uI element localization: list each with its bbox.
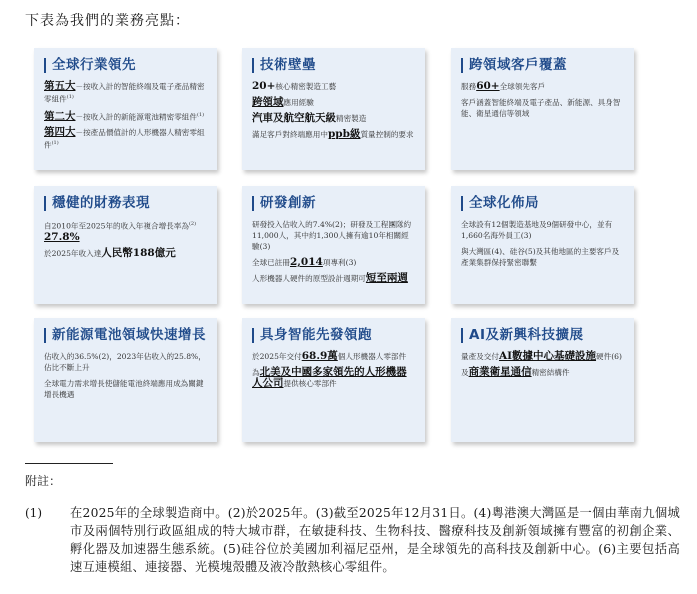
card-item xyxy=(44,110,207,123)
card-body xyxy=(252,351,415,389)
item-text: 客戶涵蓋智能終端及電子產品、新能源、具身智能、衛星通信等領域 xyxy=(461,98,621,118)
card-body xyxy=(252,81,415,140)
footnote-ref: (2) xyxy=(188,221,197,227)
highlight-text: 汽車及航空航天級 xyxy=(252,112,336,124)
card-body xyxy=(461,351,624,378)
card-item xyxy=(461,367,624,378)
footnote-ref: (1) xyxy=(197,111,205,118)
page-title: 下表為我們的業務亮點： xyxy=(25,13,190,29)
card-item xyxy=(44,81,207,105)
card-item xyxy=(461,246,624,268)
card-item xyxy=(44,351,207,373)
card-item xyxy=(44,219,207,243)
card-cross-domain-customers xyxy=(451,48,634,170)
highlight-text: 第四大 xyxy=(44,126,76,139)
highlight-text: 27.8% xyxy=(44,230,80,243)
card-body xyxy=(461,81,624,119)
highlight-text: 商業衛星通信 xyxy=(468,366,532,378)
card-item xyxy=(252,367,415,389)
item-prefix: 服務 xyxy=(461,82,477,91)
footnote-divider xyxy=(25,463,113,464)
card-global-layout xyxy=(451,186,634,304)
item-text: －按收入計的新能源電池精密零組件 xyxy=(75,112,197,122)
card-financial-performance xyxy=(34,186,217,304)
item-text: 自2010年至2025年的收入年複合增長率為 xyxy=(44,221,189,231)
item-text: 應用經驗 xyxy=(283,98,314,107)
highlight-text: 北美及中國多家領先的人形機器人公司 xyxy=(252,366,407,389)
card-title: 技術壁壘 xyxy=(252,58,415,73)
item-prefix: 人形機器人硬件的原型設計週期可 xyxy=(252,274,366,283)
card-item xyxy=(44,378,207,400)
card-item xyxy=(252,273,415,284)
card-item xyxy=(461,81,624,92)
item-prefix: 為 xyxy=(252,368,260,377)
item-text: 核心精密製造工藝 xyxy=(275,82,337,91)
card-item xyxy=(44,127,207,151)
highlight-text: 跨領域 xyxy=(252,96,284,108)
item-prefix: 於2025年收入達 xyxy=(44,248,102,258)
card-body xyxy=(252,219,415,284)
card-title: 新能源電池領域快速增長 xyxy=(44,328,207,343)
card-title: 全球行業領先 xyxy=(44,58,207,73)
highlight-text: 20+ xyxy=(252,80,276,92)
footnote-number: (1) xyxy=(25,506,42,520)
footnote-ref: (1) xyxy=(66,94,74,100)
footnote-ref: (1) xyxy=(51,140,59,147)
item-text: 全球設有12個製造基地及9個研發中心，並有1,660名海外員工(3) xyxy=(461,220,613,240)
card-body xyxy=(44,219,207,259)
card-title: 穩健的財務表現 xyxy=(44,196,207,211)
item-text: 研發投入佔收入的7.4%(2)；研發及工程團隊約11,000人，其中約1,300人擁有逾10年相關經驗(3) xyxy=(252,220,412,251)
card-technology-barrier xyxy=(242,48,425,170)
card-item xyxy=(252,257,415,268)
card-item xyxy=(252,97,415,108)
item-text: 提供核心零部件 xyxy=(283,379,337,388)
card-item xyxy=(461,97,624,119)
highlight-text: AI數據中心基礎設施 xyxy=(498,350,597,362)
card-item xyxy=(252,81,415,92)
card-rnd-innovation xyxy=(242,186,425,304)
highlight-text: 第五大 xyxy=(44,80,76,92)
highlight-text: 60+ xyxy=(476,80,500,92)
card-title: 研發創新 xyxy=(252,196,415,211)
footnote-text: 在2025年的全球製造商中。(2)於2025年。(3)截至2025年12月31日。(4)粵港澳大灣區是一個由華南九個城市及兩個特別行政區組成的特大城市群，在敏捷科技、生物科技、醫療科技及創新領域擁有豐富的初創企業、孵化器及加速器生態系統。(5)硅谷位於美國加利福尼亞州，是全球領先的高科技及創新中心。(6)主要包括高速互連模組、連接器、光模塊殼體及液冷散熱核心零組件。 xyxy=(70,506,680,574)
card-title: 跨領域客戶覆蓋 xyxy=(461,58,624,73)
item-prefix: 於2025年交付 xyxy=(252,352,302,361)
item-prefix: 量產及交付 xyxy=(461,352,499,361)
card-item xyxy=(252,113,415,124)
card-item xyxy=(252,129,415,140)
card-item xyxy=(252,351,415,362)
card-title: 全球化佈局 xyxy=(461,196,624,211)
item-text: 與大灣區(4)、硅谷(5)及其他地區的主要客戶及產業集群保持緊密聯繫 xyxy=(461,247,620,267)
item-text: －按收入計的智能終端及電子產品精密零組件 xyxy=(44,82,205,104)
item-text: 全球電力需求增長使儲能電池終端應用成為關鍵增長機遇 xyxy=(44,379,204,399)
card-title: AI及新興科技擴展 xyxy=(461,328,624,343)
item-text: 質量控制的要求 xyxy=(360,130,414,139)
highlight-text: 2,014 xyxy=(289,256,323,268)
highlight-text: ppb級 xyxy=(327,128,361,140)
item-prefix: 滿足客戶對終端應用中 xyxy=(252,130,328,139)
card-item xyxy=(252,219,415,252)
card-body xyxy=(44,351,207,400)
item-text: 佔收入的36.5%(2)，2023年佔收入的25.8%，佔比不斷上升 xyxy=(44,352,206,372)
item-prefix: 全球已註冊 xyxy=(252,258,290,267)
item-text: 精密結構件 xyxy=(531,368,570,377)
card-embodied-intelligence xyxy=(242,318,425,442)
highlight-text: 人民幣188億元 xyxy=(101,246,176,259)
highlight-text: 第二大 xyxy=(44,110,76,123)
item-text: 全球領先客戶 xyxy=(499,82,546,91)
item-prefix: 及 xyxy=(461,368,469,377)
card-body xyxy=(44,81,207,151)
highlight-text: 68.9萬 xyxy=(301,350,338,362)
card-ai-emerging-tech xyxy=(451,318,634,442)
card-body xyxy=(461,219,624,268)
item-text: －按產品價值計的人形機器人精密零組件 xyxy=(44,128,205,150)
card-item xyxy=(461,351,624,362)
footnote-label: 附註： xyxy=(25,474,62,488)
item-text: 硬件(6) xyxy=(596,352,622,361)
item-text: 項專利(3) xyxy=(322,258,357,267)
card-new-energy-battery xyxy=(34,318,217,442)
card-title: 具身智能先發領跑 xyxy=(252,328,415,343)
card-item xyxy=(44,248,207,259)
highlight-text: 短至兩週 xyxy=(365,272,408,284)
card-global-industry-leader xyxy=(34,48,217,170)
card-item xyxy=(461,219,624,241)
item-text: 精密製造 xyxy=(336,114,367,123)
item-text: 個人形機器人零部件 xyxy=(337,352,407,361)
